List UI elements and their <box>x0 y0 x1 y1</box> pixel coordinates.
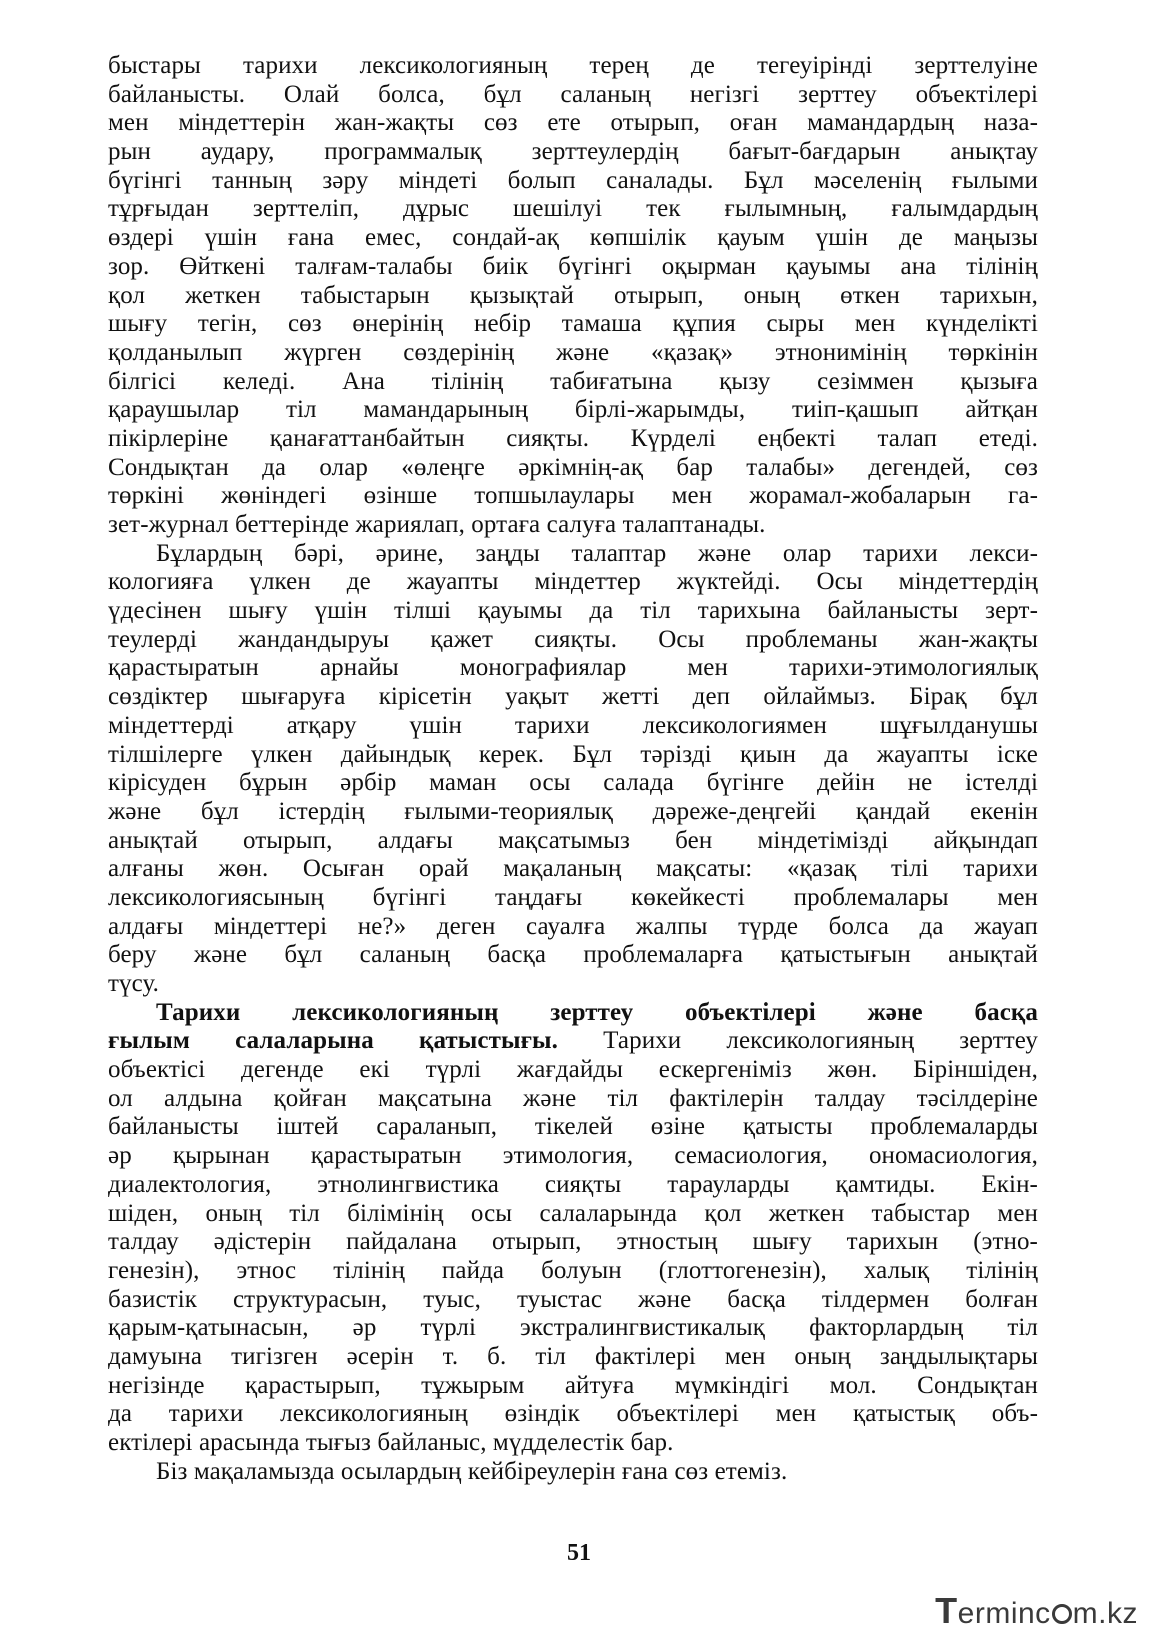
text-line: Сондықтан да олар «өлеңге әркімнің-ақ бар талабы» дегендей, сөз <box>108 453 1038 481</box>
text-line: алдағы міндеттері не?» деген сауалға жалпы түрде болса да жауап <box>108 912 1038 940</box>
text-line: анықтай отырып, алдағы мақсатымыз бен міндетімізді айқындап <box>108 826 1038 854</box>
page-number: 51 <box>567 1540 591 1566</box>
text-line: бүгінгі танның зәру міндеті болып саналады. Бұл мәселенің ғылыми <box>108 166 1038 194</box>
watermark-letter-t: T <box>935 1590 958 1631</box>
text-line: объектісі дегенде екі түрлі жағдайды ескергеніміз жөн. Біріншіден, <box>108 1056 1038 1084</box>
document-page <box>108 52 1038 1486</box>
text-line: ол алдына қойған мақсатына және тіл фактілерін талдау тәсілдеріне <box>108 1084 1038 1112</box>
text-line: теулерді жандандыруы қажет сияқты. Осы проблеманы жан-жақты <box>108 625 1038 653</box>
text-line: беру және бұл саланың басқа проблемаларға қатыстығын анықтай <box>108 941 1038 969</box>
text-line: өздері үшін ғана емес, сондай-ақ көпшілік қауым үшін де маңызы <box>108 224 1038 252</box>
text-line: байланысты. Олай болса, бұл саланың негізгі зерттеу объектілері <box>108 80 1038 108</box>
text-line: шіден, оның тіл білімінің осы салаларында қол жеткен табыстар мен <box>108 1199 1038 1227</box>
text-line: тұрғыдан зерттеліп, дұрыс шешілуі тек ғылымның, ғалымдардың <box>108 195 1038 223</box>
watermark-text-c: c <box>1035 1597 1051 1630</box>
text-line: базистік структурасын, туыс, туыстас және басқа тілдермен болған <box>108 1285 1038 1313</box>
text-line: алғаны жөн. Осыған орай мақаланың мақсаты: «қазақ тілі тарихи <box>108 855 1038 883</box>
paragraph-3 <box>108 999 1038 1458</box>
text-line: зет-журнал беттерінде жариялап, ортаға салуға талаптанады. <box>108 511 766 538</box>
text-line: қараушылар тіл мамандарының бірлі-жарымды, тиіп-қашып айтқан <box>108 396 1038 424</box>
text-line: быстары тарихи лексикологияның терең де тегеуірінді зерттелуіне <box>108 52 1038 79</box>
text-line: диалектология, этнолингвистика сияқты тарауларды қамтиды. Екін- <box>108 1170 1038 1198</box>
text-line: шығу тегін, сөз өнерінің небір тамаша құпия сыры мен күнделікті <box>108 310 1038 338</box>
text-line: қолданылып жүрген сөздерінің және «қазақ» этнонимінің төркінін <box>108 338 1038 366</box>
section-heading: Тарихи лексикологияның зерттеу объектілері және басқа <box>156 998 1038 1026</box>
text-line: талдау әдістерін пайдалана отырып, этностың шығу тарихын (этно- <box>108 1228 1038 1256</box>
text-line: ектілері арасында тығыз байланыс, мүдделестік бар. <box>108 1429 674 1456</box>
text-line: кологияға үлкен де жауапты міндеттер жүктейді. Осы міндеттердің <box>108 568 1038 596</box>
text-line: кірісуден бұрын әрбір маман осы салада бүгінге дейін не істелді <box>108 769 1038 797</box>
text-line: міндеттерді атқару үшін тарихи лексикологиямен шұғылданушы <box>108 711 1038 739</box>
text-line: төркіні жөніндегі өзінше топшылаулары мен жорамал-жобаларын га- <box>108 482 1038 510</box>
text-line: негізінде қарастырып, тұжырым айтуға мүмкіндігі мол. Сондықтан <box>108 1371 1038 1399</box>
site-watermark-logo <box>935 1590 1138 1632</box>
text-line: Бұлардың бәрі, әрине, заңды талаптар және олар тарихи лекси- <box>156 539 1038 567</box>
text-line: қол жеткен табыстарын қызықтай отырып, оның өткен тарихын, <box>108 281 1038 309</box>
text-line: рын аудару, программалық зерттеулердің бағыт-бағдарын анықтау <box>108 138 1038 166</box>
text-line: да тарихи лексикологияның өзіндік объектілері мен қатыстық объ- <box>108 1400 1038 1428</box>
text-line: және бұл істердің ғылыми-теориялық дәреже-деңгейі қандай екенін <box>108 797 1038 825</box>
watermark-text-1: ermin <box>957 1597 1036 1630</box>
text-line: байланысты іштей сараланып, тікелей өзіне қатысты проблемаларды <box>108 1113 1038 1141</box>
text-line: білгісі келеді. Ана тілінің табиғатына қызу сезіммен қызыға <box>108 367 1038 395</box>
text-line: қарым-қатынасын, әр түрлі экстралингвистикалық факторлардың тіл <box>108 1314 1038 1342</box>
section-heading-rest: Тарихи лексикологияның зерттеу <box>558 1027 1038 1055</box>
text-line: зор. Өйткені талғам-талабы биік бүгінгі оқырман қауымы ана тілінің <box>108 252 1038 280</box>
watermark-text-2: m.kz <box>1072 1597 1138 1630</box>
paragraph-1 <box>108 52 1038 540</box>
text-line: сөздіктер шығаруға кірісетін уақыт жетті деп ойлаймыз. Бірақ бұл <box>108 683 1038 711</box>
text-line: түсу. <box>108 970 159 997</box>
section-heading-line-2 <box>108 1027 1038 1056</box>
text-line: үдесінен шығу үшін тілші қауымы да тіл тарихына байланысты зерт- <box>108 597 1038 625</box>
watermark-o-circle-icon <box>1052 1604 1072 1624</box>
text-line: генезін), этнос тілінің пайда болуын (глоттогенезін), халық тілінің <box>108 1256 1038 1284</box>
text-line: қарастыратын арнайы монографиялар мен тарихи-этимологиялық <box>108 654 1038 682</box>
text-line: лексикологиясының бүгінгі таңдағы көкейкесті проблемалары мен <box>108 883 1038 911</box>
text-line: дамуына тигізген әсерін т. б. тіл фактілері мен оның заңдылықтары <box>108 1342 1038 1370</box>
text-line: әр қырынан қарастыратын этимология, семасиология, ономасиология, <box>108 1142 1038 1170</box>
section-heading-bold: ғылым салаларына қатыстығы. <box>108 1027 559 1055</box>
text-line: мен міндеттерін жан-жақты сөз ете отырып, оған мамандардың наза- <box>108 109 1038 137</box>
text-line: тілшілерге үлкен дайындық керек. Бұл тәрізді қиын да жауапты іске <box>108 740 1038 768</box>
paragraph-2 <box>108 540 1038 999</box>
text-line: пікірлеріне қанағаттанбайтын сияқты. Күрделі еңбекті талап етеді. <box>108 424 1038 452</box>
paragraph-4: Біз мақаламызда осылардың кейбіреулерін ғана сөз етеміз. <box>156 1457 788 1485</box>
